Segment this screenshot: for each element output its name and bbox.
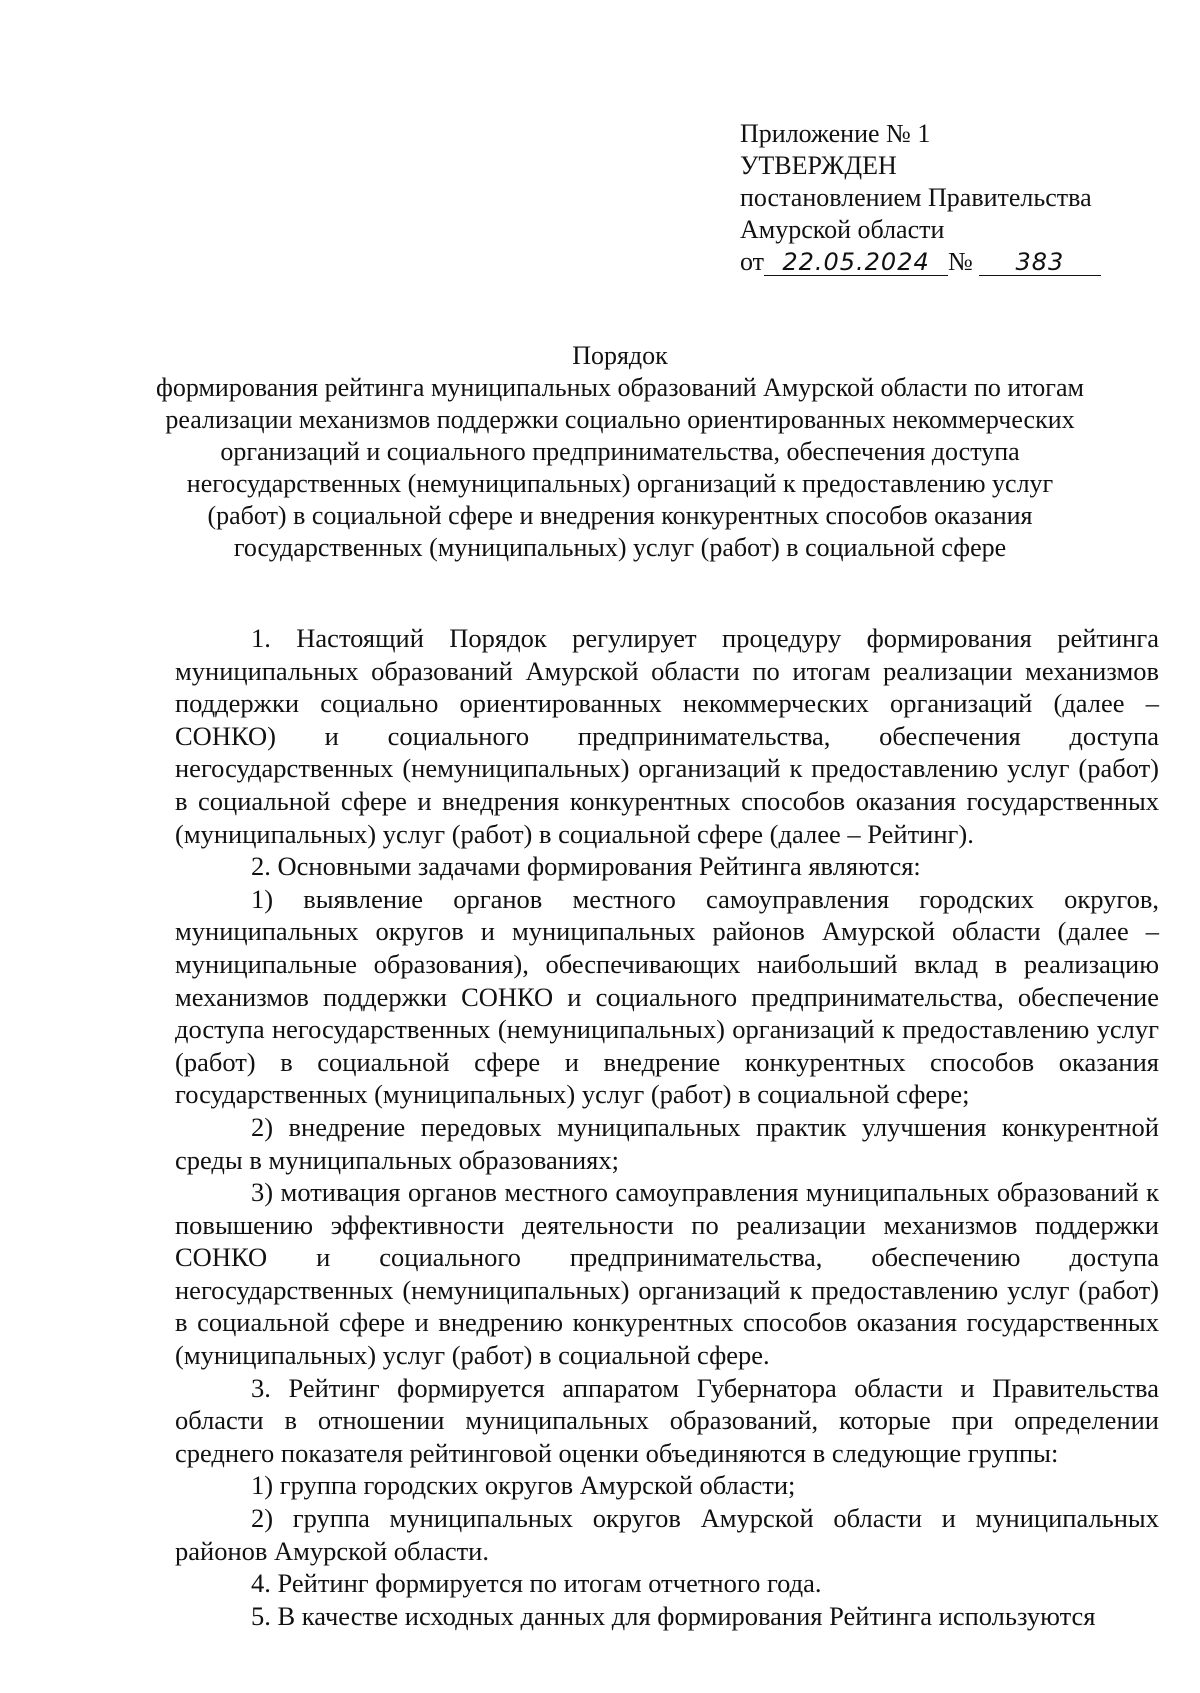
paragraph: 3. Рейтинг формируется аппаратом Губернатора области и Правительства области в отношении муниципальных образований, которые при определении среднего показателя рейтинговой оценки объединяются в следующие группы:: [175, 1372, 1159, 1468]
resolution-label: постановлением Правительства: [740, 183, 1092, 212]
document-body: [175, 622, 1159, 1632]
region-label: Амурской области: [740, 215, 945, 244]
paragraph: 1) выявление органов местного самоуправления городских округов, муниципальных округов и муниципальных районов Амурской области (далее – муниципальные образования), обеспечивающих наибольший вклад в реализацию механизмов поддержки СОНКО и социального предпринимательства, обеспечение доступа негосударственных (немуниципальных) организаций к предоставлению услуг (работ) в социальной сфере и внедрение конкурентных способов оказания государственных (муниципальных) услуг (работ) в социальной сфере;: [175, 883, 1159, 1110]
approved-label: УТВЕРЖДЕН: [740, 151, 897, 180]
paragraph: 5. В качестве исходных данных для формирования Рейтинга используются: [251, 1600, 1096, 1631]
handwritten-date: 22.05.2024: [764, 249, 948, 276]
title-heading: Порядок: [572, 341, 668, 370]
paragraph: 1) группа городских округов Амурской области;: [251, 1470, 796, 1501]
date-prefix: от: [740, 247, 765, 276]
document-title: [150, 340, 1090, 564]
handwritten-number: 383: [979, 249, 1101, 276]
title-subtitle: формирования рейтинга муниципальных образований Амурской области по итогам реализации механизмов поддержки социально ориентированных некоммерческих организаций и социального предпринимательства, обеспечения доступа негосударственных (немуниципальных) организаций к предоставлению услуг (работ) в социальной сфере и внедрения конкурентных способов оказания государственных (муниципальных) услуг (работ) в социальной сфере: [156, 373, 1084, 562]
resolution-date-line: [740, 246, 1101, 278]
paragraph: 2) группа муниципальных округов Амурской области и муниципальных районов Амурской области.: [175, 1503, 1159, 1566]
appendix-label: Приложение № 1: [740, 119, 931, 148]
paragraph: 3) мотивация органов местного самоуправления муниципальных образований к повышению эффективности деятельности по реализации механизмов поддержки СОНКО и социального предпринимательства, обеспечению доступа негосударственных (немуниципальных) организаций к предоставлению услуг (работ) в социальной сфере и внедрению конкурентных способов оказания государственных (муниципальных) услуг (работ) в социальной сфере.: [175, 1177, 1159, 1371]
approval-stamp: [740, 118, 1101, 278]
number-prefix: №: [948, 247, 973, 276]
paragraph: 2. Основными задачами формирования Рейтинга являются:: [251, 851, 921, 882]
paragraph: 4. Рейтинг формируется по итогам отчетного года.: [251, 1568, 822, 1599]
paragraph: 1. Настоящий Порядок регулирует процедуру формирования рейтинга муниципальных образований Амурской области по итогам реализации механизмов поддержки социально ориентированных некоммерческих организаций (далее – СОНКО) и социального предпринимательства, обеспечения доступа негосударственных (немуниципальных) организаций к предоставлению услуг (работ) в социальной сфере и внедрения конкурентных способов оказания государственных (муниципальных) услуг (работ) в социальной сфере (далее – Рейтинг).: [175, 623, 1159, 849]
paragraph: 2) внедрение передовых муниципальных практик улучшения конкурентной среды в муниципальных образованиях;: [175, 1111, 1159, 1175]
